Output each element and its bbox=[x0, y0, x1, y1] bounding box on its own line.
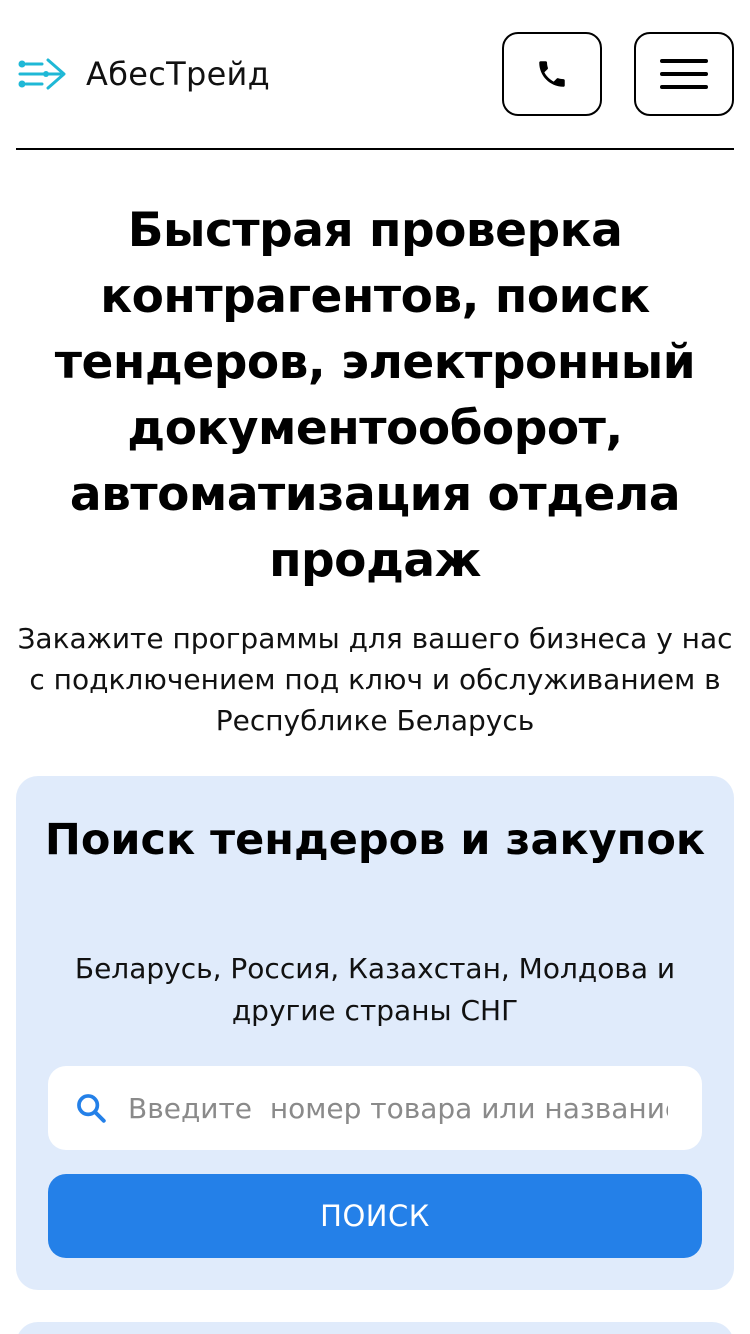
site-header bbox=[16, 0, 734, 150]
tender-search-card bbox=[16, 776, 734, 1290]
search-input[interactable] bbox=[128, 1092, 668, 1125]
phone-icon bbox=[535, 57, 569, 91]
hero-subtitle: Закажите программы для вашего бизнеса у нас с подключением под ключ и обслуживанием в Республике Беларусь bbox=[17, 622, 733, 737]
hero-title: Быстрая проверка контрагентов, поиск тендеров, электронный документооборот, автоматизация отдела продаж bbox=[54, 203, 696, 588]
search-field[interactable] bbox=[48, 1066, 702, 1150]
search-icon bbox=[74, 1091, 108, 1125]
tender-card-subtitle: Беларусь, Россия, Казахстан, Молдова и другие страны СНГ bbox=[74, 952, 676, 1027]
hamburger-menu-icon bbox=[660, 59, 708, 89]
call-button[interactable] bbox=[502, 32, 602, 116]
brand-logo[interactable] bbox=[16, 52, 270, 96]
tender-card-title: Поиск тендеров и закупок bbox=[44, 815, 706, 865]
next-section-card bbox=[16, 1322, 734, 1334]
menu-button[interactable] bbox=[634, 32, 734, 116]
brand-name: АбесТрейд bbox=[86, 55, 271, 93]
search-button[interactable]: ПОИСК bbox=[48, 1174, 702, 1258]
circuit-arrow-logo-icon bbox=[16, 52, 72, 96]
